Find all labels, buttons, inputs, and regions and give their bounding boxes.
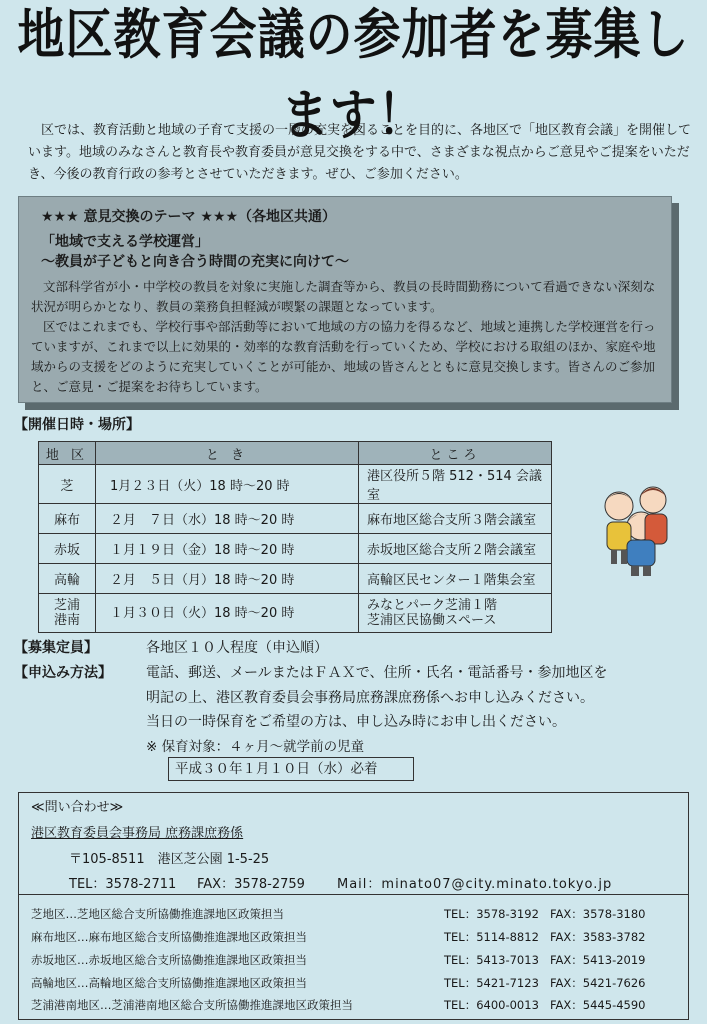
branch-fax: FAX：5445-4590 (550, 998, 646, 1012)
childcare-note: 当日の一時保育をご希望の方は、申し込み時にお申し出ください。 (146, 714, 566, 730)
branch-name: 高輪地区…高輪地区総合支所協働推進課地区政策担当 (31, 976, 307, 990)
contact-office: 港区教育委員会事務局 庶務課庶務係 (31, 826, 244, 841)
contact-title: ≪問い合わせ≫ (31, 800, 124, 815)
area-cell: 赤坂 (39, 534, 96, 564)
application-text: 明記の上、港区教育委員会事務局庶務課庶務係へお申し込みください。 (146, 690, 594, 706)
place-cell: みなとパーク芝浦１階 芝浦区民協働スペース (359, 594, 552, 633)
branch-fax: FAX：5413-2019 (550, 953, 646, 967)
branch-contact-row (31, 975, 681, 995)
column-header-time: と き (96, 442, 359, 465)
branch-contact-row (31, 952, 681, 972)
time-cell: ２月 ５日（月）18 時～20 時 (96, 564, 359, 594)
branch-name: 赤坂地区…赤坂地区総合支所協働推進課地区政策担当 (31, 953, 307, 967)
capacity-label: 【募集定員】 (14, 640, 98, 656)
deadline-box: 平成３０年１月１０日（水）必着 (168, 757, 414, 781)
time-cell: 1月２３日（火）18 時～20 時 (96, 465, 359, 504)
branch-contact-row (31, 929, 681, 949)
table-row (39, 504, 552, 534)
area-cell: 高輪 (39, 564, 96, 594)
contact-main (19, 793, 688, 895)
branch-tel: TEL：5114-8812 (444, 930, 539, 944)
table-row (39, 465, 552, 504)
page-title: 地区教育会議の参加者を募集します！ (17, 3, 690, 148)
contact-box (18, 792, 689, 1020)
theme-box (18, 196, 672, 403)
branch-contact-row (31, 906, 681, 926)
theme-paragraph: 文部科学省が小・中学校の教員を対象に実施した調査等から、教員の長時間勤務について看過できない深刻な状況が明らかとなり、教員の業務負担軽減が喫緊の課題となっています。 (31, 279, 656, 314)
theme-heading: ★★★ 意見交換のテーマ ★★★（各地区共通） (41, 209, 337, 225)
place-cell: 高輪区民センター１階集会室 (359, 564, 552, 594)
theme-subtitle: 「地域で支える学校運営」 (41, 234, 209, 250)
application-text: 電話、郵送、メールまたはＦＡＸで、住所・氏名・電話番号・参加地区を (146, 665, 608, 681)
branch-name: 麻布地区…麻布地区総合支所協働推進課地区政策担当 (31, 930, 307, 944)
place-cell: 麻布地区総合支所３階会議室 (359, 504, 552, 534)
branch-tel: TEL：3578-3192 (444, 907, 539, 921)
branch-contact-row (31, 997, 681, 1017)
contact-tel: TEL：3578-2711 (69, 877, 177, 892)
branch-tel: TEL：6400-0013 (444, 998, 539, 1012)
branch-tel: TEL：5413-7013 (444, 953, 539, 967)
theme-paragraph: 区ではこれまでも、学校行事や部活動等において地域の方の協力を得るなど、地域と連携した学校運営を行っていますが、これまで以上に効果的・効率的な教育活動を行っていくため、学校における取組のほか、家庭や地域からの支援をどのように充実していくことが可能か、地域の皆さんとともに意見交換します。皆さんのご参加と、ご意見・ご提案をお待ちしています。 (31, 319, 656, 394)
theme-body (31, 277, 663, 397)
branch-fax: FAX：3583-3782 (550, 930, 646, 944)
column-header-area: 地 区 (39, 442, 96, 465)
area-cell (39, 594, 96, 633)
branch-name: 芝地区…芝地区総合支所協働推進課地区政策担当 (31, 907, 284, 921)
branch-tel: TEL：5421-7123 (444, 976, 539, 990)
column-header-place: ところ (359, 442, 552, 465)
table-row (39, 564, 552, 594)
theme-subtitle-2: ～教員が子どもと向き合う時間の充実に向けて～ (41, 254, 349, 270)
contact-fax: FAX：3578-2759 (197, 877, 305, 892)
table-header-row (39, 442, 552, 465)
capacity-value: 各地区１０人程度（申込順） (146, 640, 328, 656)
childcare-target: ※ 保育対象：４ヶ月～就学前の児童 (146, 739, 365, 755)
contact-address: 〒105-8511 港区芝公園 1-5-25 (69, 852, 270, 867)
area-cell: 麻布 (39, 504, 96, 534)
place-cell: 港区役所５階 512・514 会議室 (359, 465, 552, 504)
schedule-table (38, 441, 552, 633)
time-cell: １月３０日（火）18 時～20 時 (96, 594, 359, 633)
area-cell-text: 芝浦港南 (53, 598, 80, 628)
branch-fax: FAX：5421-7626 (550, 976, 646, 990)
place-cell: 赤坂地区総合支所２階会議室 (359, 534, 552, 564)
application-label: 【申込み方法】 (14, 665, 112, 681)
branch-fax: FAX：3578-3180 (550, 907, 646, 921)
time-cell: ２月 ７日（水）18 時～20 時 (96, 504, 359, 534)
intro-paragraph: 区では、教育活動と地域の子育て支援の一層の充実を図ることを目的に、各地区で「地区教育会議」を開催しています。地域のみなさんと教育長や教育委員が意見交換をする中で、さまざまな視点からご意見やご提案をいただき、今後の教育行政の参考とさせていただきます。ぜひ、ご参加ください。 (28, 123, 692, 182)
schedule-label: 【開催日時・場所】 (14, 417, 140, 433)
table-row (39, 594, 552, 633)
time-cell: １月１９日（金）18 時～20 時 (96, 534, 359, 564)
branch-name: 芝浦港南地区…芝浦港南地区総合支所協働推進課地区政策担当 (31, 998, 353, 1012)
contact-mail: Mail：minato07@city.minato.tokyo.jp (337, 877, 613, 892)
table-row (39, 534, 552, 564)
area-cell: 芝 (39, 465, 96, 504)
children-illustration (597, 478, 679, 578)
